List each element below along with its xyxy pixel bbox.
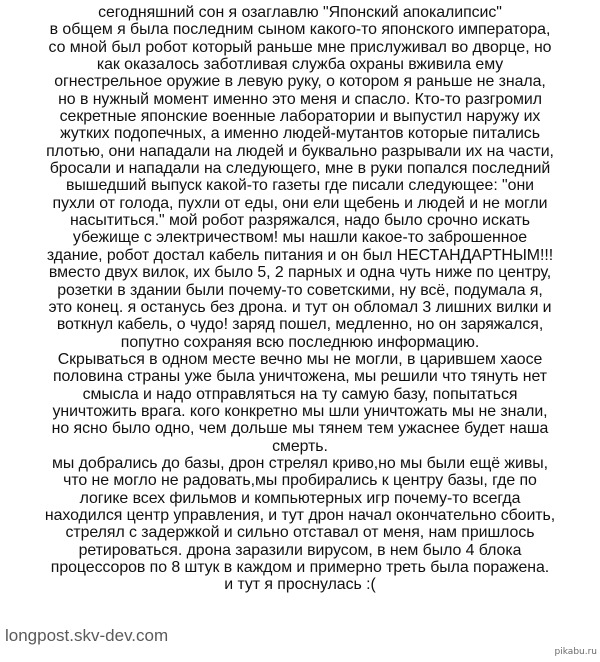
story-line: стрелял с задержкой и сильно отставал от меня, нам пришлось: [65, 524, 535, 542]
story-line: попутно сохраняя всю последнюю информацию.: [120, 333, 480, 351]
story-line: бросали и нападали на следующего, мне в руки попался последний: [49, 160, 551, 178]
story-line: смысла и надо отправляться на ту самую базу, попытаться: [82, 385, 518, 403]
story-line: половина страны уже была уничтожена, мы решили что тянуть нет: [53, 368, 547, 386]
story-line: со мной был робот который раньше мне прислуживал во дворце, но: [48, 38, 552, 56]
story-line: ретироваться. дрона заразили вирусом, в нем было 4 блока: [78, 541, 522, 559]
story-line: смерть.: [272, 437, 328, 455]
story-line: уничтожить врага. кого конкретно мы шли уничтожать мы не знали,: [52, 402, 548, 420]
story-line: здание, робот достал кабель питания и он был НЕСТАНДАРТНЫМ!!!: [46, 246, 554, 264]
story-line: но ясно было одно, чем дольше мы тянем тем ужаснее будет наша: [51, 420, 549, 438]
story-line: пухли от голода, пухли от еды, они ели щебень и людей и не могли: [52, 194, 548, 212]
story-line: но в нужный момент именно это меня и спасло. Кто-то разгромил: [58, 90, 542, 108]
story-line: вышедший выпуск какой-то газеты где писали следующее: "они: [65, 177, 534, 195]
story-line: сегодняшний сон я озаглавлю "Японский апокалипсис": [98, 4, 502, 21]
story-line: находился центр управления, и тут дрон начал окончательно сбоить,: [44, 506, 556, 524]
story-line: убежище с электричеством! мы нашли какое-то заброшенное: [72, 229, 528, 247]
watermark: pikabu.ru: [554, 647, 597, 657]
story-line: вместо двух вилок, их было 5, 2 парных и одна чуть ниже по центру,: [48, 264, 552, 282]
story-line: и тут я проснулась :(: [224, 576, 376, 594]
story-line: Скрываться в одном месте вечно мы не могли, в царившем хаосе: [57, 350, 543, 368]
story-line: секретные японские военные лаборатории и выпустил наружу их: [59, 108, 541, 126]
story-line: процессоров по 8 штук в каждом и примерно треть была поражена.: [50, 559, 550, 576]
story-line: мы добрались до базы, дрон стрелял криво,но мы были ещё живы,: [52, 454, 548, 472]
story-line: как оказалось заботливая служба охраны вживила ему: [96, 56, 504, 74]
story-line: в общем я была последним сыном какого-то японского императора,: [49, 21, 551, 39]
story-line: огнестрельное оружие в левую руку, о котором я раньше не знала,: [54, 73, 546, 91]
story-line: это конец. я останусь без дрона. и тут он обломал 3 лишних вилки и: [48, 298, 552, 316]
story-line: плотью, они нападали на людей и буквально разрывали их на части,: [46, 142, 554, 160]
story-line: воткнул кабель, о чудо! заряд пошел, медленно, но он заряжался,: [56, 316, 544, 334]
story-text: [2, 4, 598, 594]
story-line: жутких подопечных, а именно людей-мутантов которые питались: [60, 125, 540, 143]
story-line: что не могло не радовать,мы пробирались к центру базы, где по: [63, 472, 537, 490]
source-url: longpost.skv-dev.com: [5, 626, 169, 645]
story-line: розетки в здании были почему-то советскими, ну всё, подумала я,: [57, 281, 543, 299]
story-line: насытиться." мой робот разряжался, надо было срочно искать: [69, 212, 531, 230]
story-line: логике всех фильмов и компьютерных игр почему-то всегда: [79, 489, 521, 507]
